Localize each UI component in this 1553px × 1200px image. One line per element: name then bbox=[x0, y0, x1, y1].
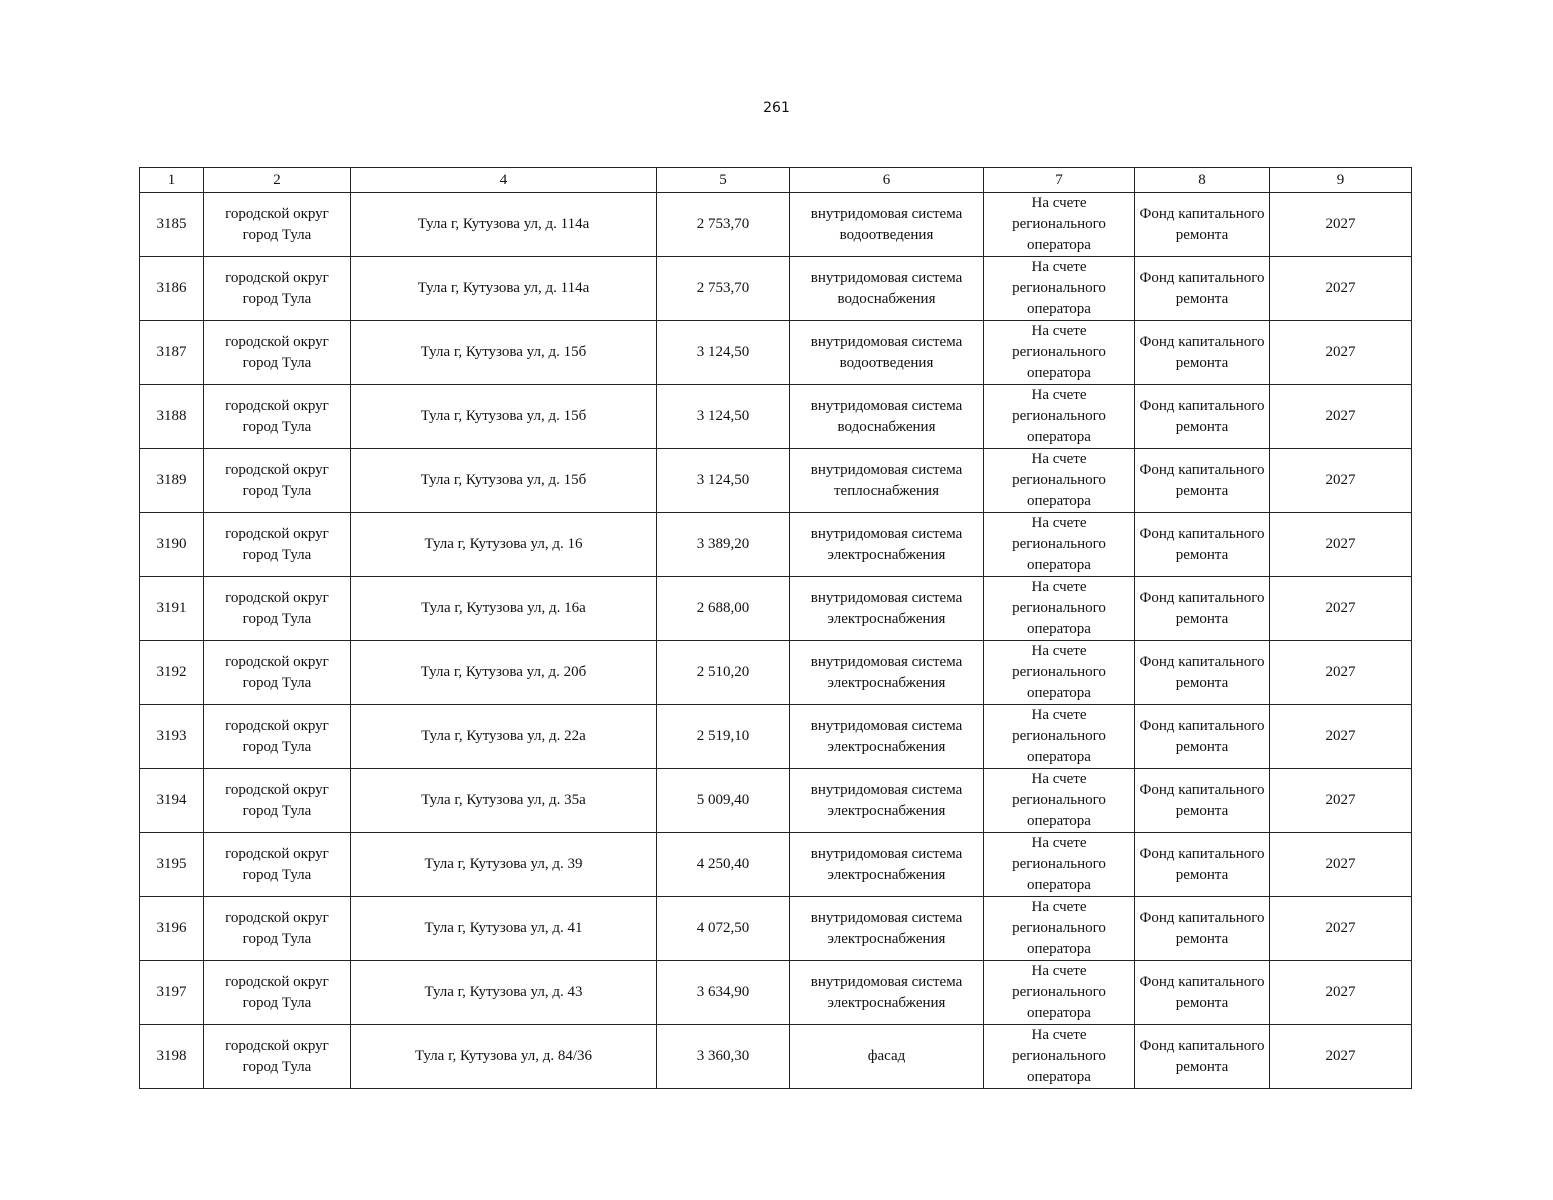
year-cell: 2027 bbox=[1270, 1025, 1412, 1089]
municipality-cell: городской округ город Тула bbox=[204, 641, 351, 705]
table-row bbox=[140, 1025, 1412, 1089]
column-header: 9 bbox=[1270, 168, 1412, 193]
area-cell: 2 753,70 bbox=[657, 193, 790, 257]
area-cell: 2 510,20 bbox=[657, 641, 790, 705]
area-cell: 4 250,40 bbox=[657, 833, 790, 897]
municipality-cell: городской округ город Тула bbox=[204, 705, 351, 769]
table-row bbox=[140, 577, 1412, 641]
area-cell: 4 072,50 bbox=[657, 897, 790, 961]
system-cell: внутридомовая система электроснабжения bbox=[790, 961, 984, 1025]
area-cell: 3 389,20 bbox=[657, 513, 790, 577]
year-cell: 2027 bbox=[1270, 769, 1412, 833]
area-cell: 3 124,50 bbox=[657, 449, 790, 513]
address-cell: Тула г, Кутузова ул, д. 16 bbox=[351, 513, 657, 577]
municipality-cell: городской округ город Тула bbox=[204, 769, 351, 833]
column-header: 1 bbox=[140, 168, 204, 193]
year-cell: 2027 bbox=[1270, 961, 1412, 1025]
row-number-cell: 3187 bbox=[140, 321, 204, 385]
table-row bbox=[140, 385, 1412, 449]
year-cell: 2027 bbox=[1270, 193, 1412, 257]
system-cell: внутридомовая система электроснабжения bbox=[790, 833, 984, 897]
address-cell: Тула г, Кутузова ул, д. 15б bbox=[351, 385, 657, 449]
year-cell: 2027 bbox=[1270, 577, 1412, 641]
account-cell: На счете регионального оператора bbox=[984, 641, 1135, 705]
account-cell: На счете регионального оператора bbox=[984, 705, 1135, 769]
municipality-cell: городской округ город Тула bbox=[204, 257, 351, 321]
table-row bbox=[140, 641, 1412, 705]
column-header: 5 bbox=[657, 168, 790, 193]
area-cell: 3 124,50 bbox=[657, 385, 790, 449]
system-cell: внутридомовая система электроснабжения bbox=[790, 513, 984, 577]
address-cell: Тула г, Кутузова ул, д. 15б bbox=[351, 321, 657, 385]
fund-cell: Фонд капитального ремонта bbox=[1135, 641, 1270, 705]
account-cell: На счете регионального оператора bbox=[984, 833, 1135, 897]
row-number-cell: 3197 bbox=[140, 961, 204, 1025]
row-number-cell: 3194 bbox=[140, 769, 204, 833]
account-cell: На счете регионального оператора bbox=[984, 321, 1135, 385]
address-cell: Тула г, Кутузова ул, д. 15б bbox=[351, 449, 657, 513]
address-cell: Тула г, Кутузова ул, д. 35а bbox=[351, 769, 657, 833]
municipality-cell: городской округ город Тула bbox=[204, 577, 351, 641]
system-cell: фасад bbox=[790, 1025, 984, 1089]
municipality-cell: городской округ город Тула bbox=[204, 193, 351, 257]
account-cell: На счете регионального оператора bbox=[984, 513, 1135, 577]
table-row bbox=[140, 769, 1412, 833]
capital-repair-table bbox=[139, 167, 1412, 1089]
fund-cell: Фонд капитального ремонта bbox=[1135, 897, 1270, 961]
fund-cell: Фонд капитального ремонта bbox=[1135, 321, 1270, 385]
row-number-cell: 3189 bbox=[140, 449, 204, 513]
row-number-cell: 3185 bbox=[140, 193, 204, 257]
system-cell: внутридомовая система электроснабжения bbox=[790, 641, 984, 705]
system-cell: внутридомовая система водоотведения bbox=[790, 193, 984, 257]
row-number-cell: 3195 bbox=[140, 833, 204, 897]
table-row bbox=[140, 193, 1412, 257]
column-header: 8 bbox=[1135, 168, 1270, 193]
account-cell: На счете регионального оператора bbox=[984, 385, 1135, 449]
column-header: 2 bbox=[204, 168, 351, 193]
account-cell: На счете регионального оператора bbox=[984, 897, 1135, 961]
year-cell: 2027 bbox=[1270, 449, 1412, 513]
area-cell: 2 519,10 bbox=[657, 705, 790, 769]
year-cell: 2027 bbox=[1270, 321, 1412, 385]
system-cell: внутридомовая система водоснабжения bbox=[790, 385, 984, 449]
table-row bbox=[140, 961, 1412, 1025]
year-cell: 2027 bbox=[1270, 833, 1412, 897]
year-cell: 2027 bbox=[1270, 513, 1412, 577]
municipality-cell: городской округ город Тула bbox=[204, 449, 351, 513]
area-cell: 3 124,50 bbox=[657, 321, 790, 385]
system-cell: внутридомовая система водоснабжения bbox=[790, 257, 984, 321]
address-cell: Тула г, Кутузова ул, д. 41 bbox=[351, 897, 657, 961]
column-header: 6 bbox=[790, 168, 984, 193]
system-cell: внутридомовая система водоотведения bbox=[790, 321, 984, 385]
fund-cell: Фонд капитального ремонта bbox=[1135, 961, 1270, 1025]
area-cell: 3 634,90 bbox=[657, 961, 790, 1025]
area-cell: 2 688,00 bbox=[657, 577, 790, 641]
fund-cell: Фонд капитального ремонта bbox=[1135, 833, 1270, 897]
year-cell: 2027 bbox=[1270, 385, 1412, 449]
fund-cell: Фонд капитального ремонта bbox=[1135, 193, 1270, 257]
year-cell: 2027 bbox=[1270, 705, 1412, 769]
municipality-cell: городской округ город Тула bbox=[204, 833, 351, 897]
address-cell: Тула г, Кутузова ул, д. 20б bbox=[351, 641, 657, 705]
table-row bbox=[140, 321, 1412, 385]
municipality-cell: городской округ город Тула bbox=[204, 385, 351, 449]
header-row bbox=[140, 168, 1412, 193]
address-cell: Тула г, Кутузова ул, д. 39 bbox=[351, 833, 657, 897]
fund-cell: Фонд капитального ремонта bbox=[1135, 385, 1270, 449]
row-number-cell: 3198 bbox=[140, 1025, 204, 1089]
system-cell: внутридомовая система электроснабжения bbox=[790, 577, 984, 641]
fund-cell: Фонд капитального ремонта bbox=[1135, 513, 1270, 577]
column-header: 7 bbox=[984, 168, 1135, 193]
year-cell: 2027 bbox=[1270, 897, 1412, 961]
fund-cell: Фонд капитального ремонта bbox=[1135, 257, 1270, 321]
account-cell: На счете регионального оператора bbox=[984, 193, 1135, 257]
table-row bbox=[140, 257, 1412, 321]
row-number-cell: 3186 bbox=[140, 257, 204, 321]
municipality-cell: городской округ город Тула bbox=[204, 897, 351, 961]
table-row bbox=[140, 705, 1412, 769]
municipality-cell: городской округ город Тула bbox=[204, 1025, 351, 1089]
year-cell: 2027 bbox=[1270, 641, 1412, 705]
fund-cell: Фонд капитального ремонта bbox=[1135, 577, 1270, 641]
municipality-cell: городской округ город Тула bbox=[204, 961, 351, 1025]
account-cell: На счете регионального оператора bbox=[984, 577, 1135, 641]
system-cell: внутридомовая система электроснабжения bbox=[790, 705, 984, 769]
year-cell: 2027 bbox=[1270, 257, 1412, 321]
page-number: 261 bbox=[763, 100, 790, 116]
account-cell: На счете регионального оператора bbox=[984, 257, 1135, 321]
address-cell: Тула г, Кутузова ул, д. 16а bbox=[351, 577, 657, 641]
fund-cell: Фонд капитального ремонта bbox=[1135, 705, 1270, 769]
account-cell: На счете регионального оператора bbox=[984, 1025, 1135, 1089]
table-row bbox=[140, 833, 1412, 897]
table-row bbox=[140, 897, 1412, 961]
municipality-cell: городской округ город Тула bbox=[204, 513, 351, 577]
fund-cell: Фонд капитального ремонта bbox=[1135, 449, 1270, 513]
account-cell: На счете регионального оператора bbox=[984, 449, 1135, 513]
row-number-cell: 3190 bbox=[140, 513, 204, 577]
area-cell: 5 009,40 bbox=[657, 769, 790, 833]
table-body bbox=[140, 193, 1412, 1089]
system-cell: внутридомовая система электроснабжения bbox=[790, 769, 984, 833]
system-cell: внутридомовая система теплоснабжения bbox=[790, 449, 984, 513]
row-number-cell: 3196 bbox=[140, 897, 204, 961]
municipality-cell: городской округ город Тула bbox=[204, 321, 351, 385]
column-header: 4 bbox=[351, 168, 657, 193]
account-cell: На счете регионального оператора bbox=[984, 769, 1135, 833]
row-number-cell: 3191 bbox=[140, 577, 204, 641]
system-cell: внутридомовая система электроснабжения bbox=[790, 897, 984, 961]
fund-cell: Фонд капитального ремонта bbox=[1135, 1025, 1270, 1089]
row-number-cell: 3192 bbox=[140, 641, 204, 705]
address-cell: Тула г, Кутузова ул, д. 84/36 bbox=[351, 1025, 657, 1089]
area-cell: 2 753,70 bbox=[657, 257, 790, 321]
address-cell: Тула г, Кутузова ул, д. 114а bbox=[351, 193, 657, 257]
fund-cell: Фонд капитального ремонта bbox=[1135, 769, 1270, 833]
area-cell: 3 360,30 bbox=[657, 1025, 790, 1089]
address-cell: Тула г, Кутузова ул, д. 43 bbox=[351, 961, 657, 1025]
address-cell: Тула г, Кутузова ул, д. 22а bbox=[351, 705, 657, 769]
row-number-cell: 3188 bbox=[140, 385, 204, 449]
row-number-cell: 3193 bbox=[140, 705, 204, 769]
table-row bbox=[140, 513, 1412, 577]
table-row bbox=[140, 449, 1412, 513]
account-cell: На счете регионального оператора bbox=[984, 961, 1135, 1025]
address-cell: Тула г, Кутузова ул, д. 114а bbox=[351, 257, 657, 321]
